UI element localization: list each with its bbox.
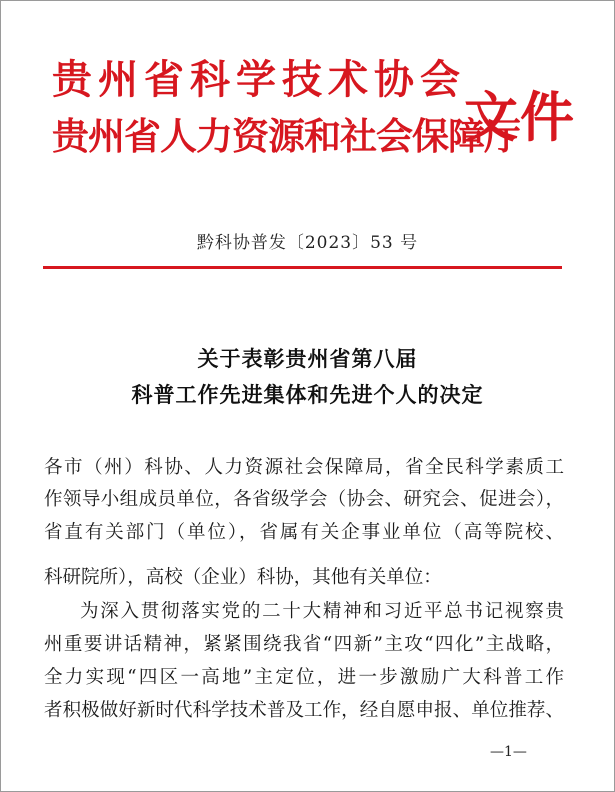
issuer-line-1: 贵州省科学技术协会 — [52, 56, 466, 103]
paragraph-line-3: 全力实现“四区一高地”主定位，进一步激励广大科普工作 — [44, 667, 564, 688]
document-number: 黔科协普发〔2023〕53 号 — [196, 233, 419, 253]
document-type-label: 文件 — [464, 85, 576, 149]
issuer-line-2: 贵州省人力资源和社会保障厅 — [52, 114, 520, 158]
paragraph-line-1: 为深入贯彻落实党的二十大精神和习近平总书记视察贵 — [80, 601, 564, 622]
page-number: —1— — [490, 744, 527, 760]
document-header — [52, 56, 576, 178]
paragraph-line-2: 州重要讲话精神，紧紧围绕我省“四新”主攻“四化”主战略， — [44, 634, 564, 655]
addressee-line-4: 科研院所），高校（企业）科协，其他有关单位： — [44, 567, 442, 588]
paragraph-line-4: 者积极做好新时代科学技术普及工作，经自愿申报、单位推荐、 — [44, 700, 564, 721]
document-title-line-2: 科普工作先进集体和先进个人的决定 — [131, 382, 484, 407]
red-separator-line — [43, 266, 562, 269]
addressee-line-2: 作领导小组成员单位，各省级学会（协会、研究会、促进会）， — [44, 489, 564, 510]
addressee-line-3: 省直有关部门（单位），省属有关企事业单位（高等院校、 — [44, 522, 564, 543]
document-title-line-1: 关于表彰贵州省第八届 — [197, 346, 418, 371]
addressee-line-1: 各市（州）科协、人力资源社会保障局，省全民科学素质工 — [44, 457, 564, 478]
